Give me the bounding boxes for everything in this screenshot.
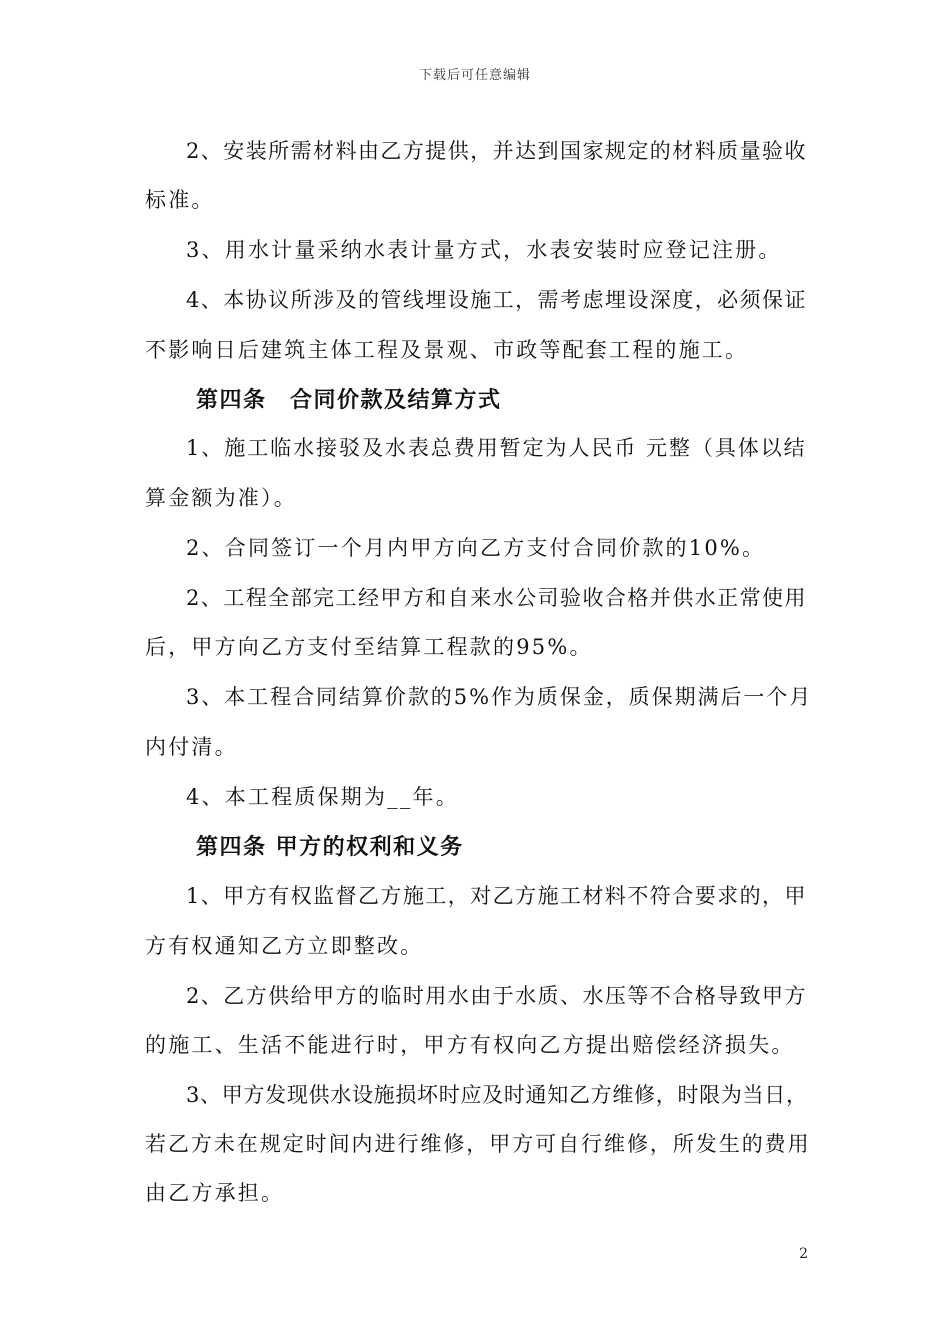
paragraph-line: 由乙方承担。 — [145, 1181, 285, 1205]
paragraph-line: 的施工、生活不能进行时，甲方有权向乙方提出赔偿经济损失。 — [145, 1033, 795, 1057]
paragraph-line: 1、施工临水接驳及水表总费用暂定为人民币 元整（具体以结 — [186, 436, 807, 460]
paragraph-line: 2、乙方供给甲方的临时用水由于水质、水压等不合格导致甲方 — [186, 984, 807, 1008]
paragraph-line: 内付清。 — [145, 735, 238, 759]
section-heading: 第四条 合同价款及结算方式 — [196, 387, 502, 413]
paragraph-line: 后，甲方向乙方支付至结算工程款的95%。 — [145, 635, 593, 659]
paragraph-line: 1、甲方有权监督乙方施工，对乙方施工材料不符合要求的，甲 — [186, 884, 807, 908]
paragraph-line: 2、安装所需材料由乙方提供，并达到国家规定的材料质量验收 — [186, 139, 807, 163]
paragraph-line: 标准。 — [145, 188, 215, 212]
paragraph-line: 4、本协议所涉及的管线埋设施工，需考虑埋设深度，必须保证 — [186, 288, 807, 312]
paragraph-line: 2、工程全部完工经甲方和自来水公司验收合格并供水正常使用 — [186, 586, 807, 610]
paragraph-line: 4、本工程质保期为__年。 — [186, 785, 459, 809]
paragraph-line: 3、甲方发现供水设施损坏时应及时通知乙方维修，时限为当日， — [186, 1083, 808, 1107]
paragraph-line: 3、本工程合同结算价款的5%作为质保金，质保期满后一个月 — [186, 685, 813, 709]
page-header: 下载后可任意编辑 — [418, 68, 531, 83]
paragraph-line: 3、用水计量采纳水表计量方式，水表安装时应登记注册。 — [186, 238, 782, 262]
page-number: 2 — [799, 1246, 808, 1262]
section-heading: 第四条 甲方的权利和义务 — [196, 834, 464, 860]
paragraph-line: 方有权通知乙方立即整改。 — [145, 934, 424, 958]
paragraph-line: 若乙方未在规定时间内进行维修，甲方可自行维修，所发生的费用 — [145, 1132, 811, 1156]
paragraph-line: 不影响日后建筑主体工程及景观、市政等配套工程的施工。 — [145, 338, 749, 362]
paragraph-line: 算金额为准）。 — [145, 486, 297, 510]
paragraph-line: 2、合同签订一个月内甲方向乙方支付合同价款的10%。 — [186, 536, 766, 560]
